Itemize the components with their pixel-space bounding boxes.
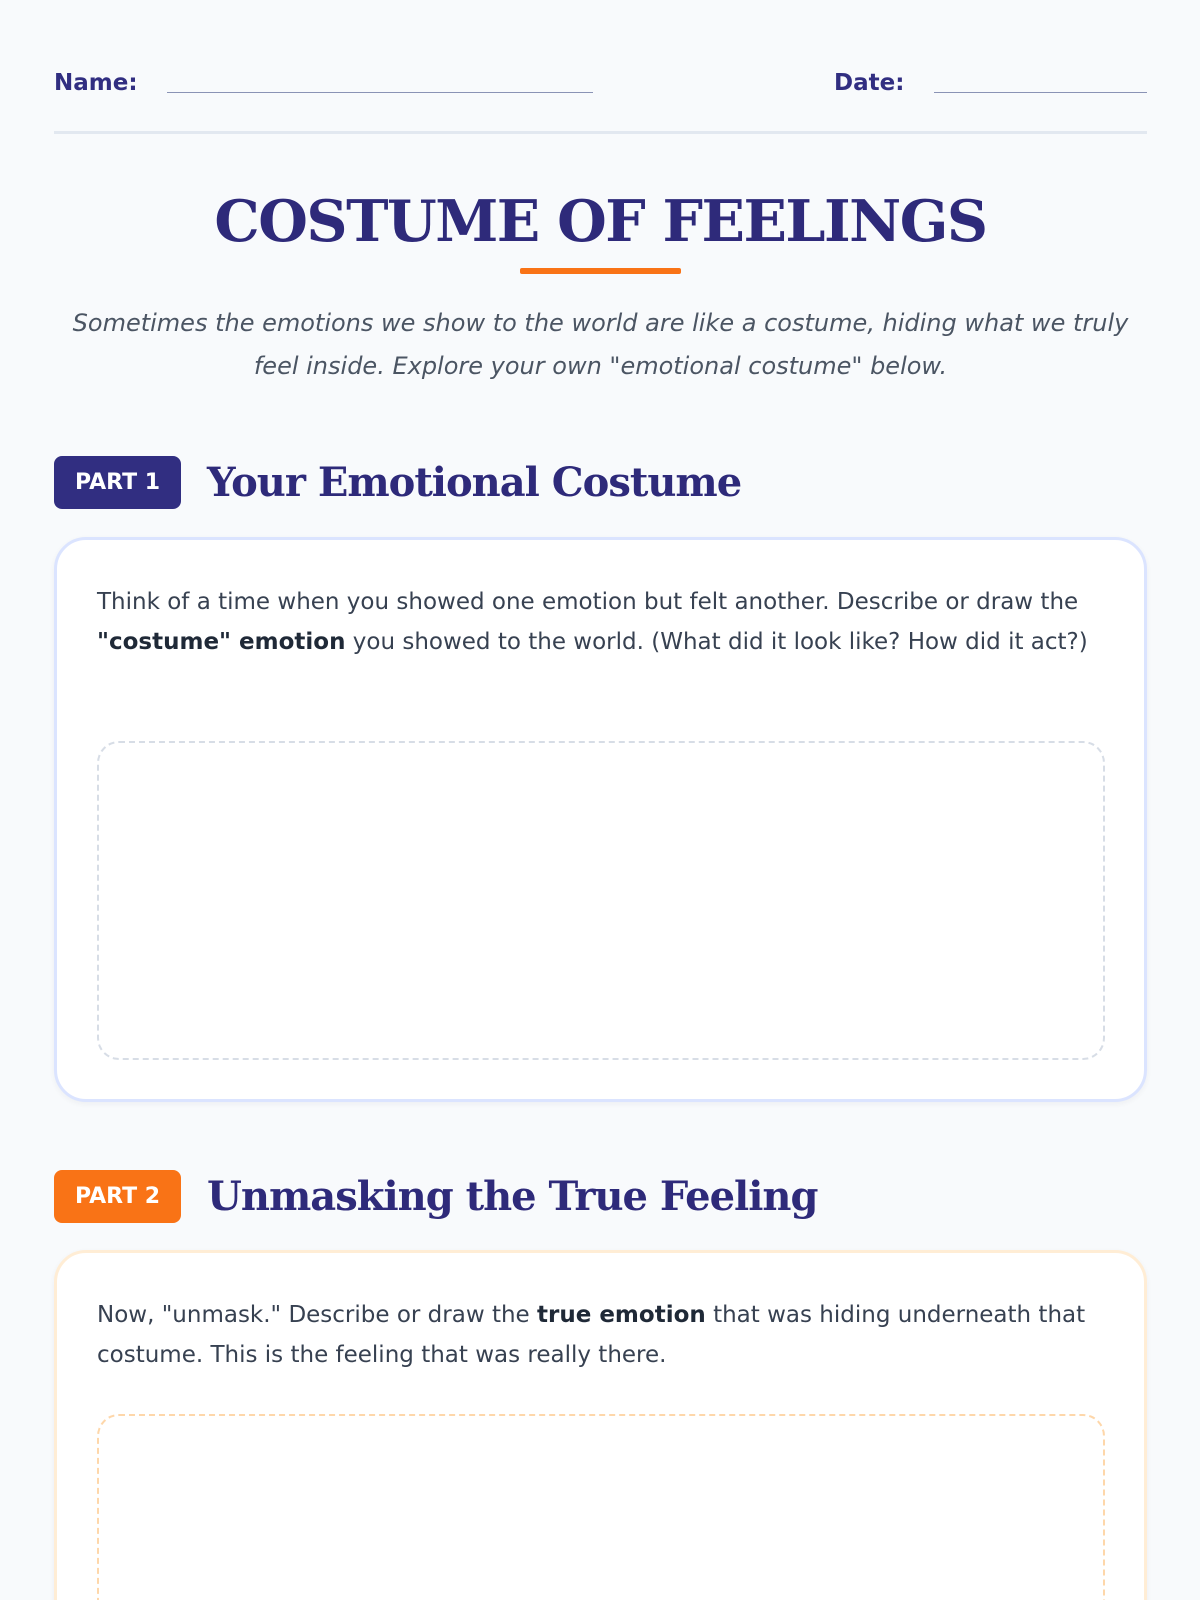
part-1-card (54, 537, 1147, 1102)
part-2-answer-area[interactable] (97, 1414, 1105, 1600)
date-input-line[interactable] (934, 92, 1147, 93)
page-subtitle: Sometimes the emotions we show to the world are like a costume, hiding what we truly feel inside. Explore your own "emotional costume" below. (72, 309, 1129, 380)
part-1-header (54, 456, 1147, 510)
part-2-prompt: Now, "unmask." Describe or draw the true emotion that was hiding underneath that costume. This is the feeling that was really there. (97, 1302, 1086, 1368)
part-1-title: Your Emotional Costume (207, 459, 742, 506)
page-title: COSTUME OF FEELINGS (214, 188, 987, 255)
part-2-card (54, 1250, 1147, 1600)
title-underline (520, 268, 681, 274)
part-1-answer-area[interactable] (97, 741, 1105, 1060)
part-1-prompt: Think of a time when you showed one emotion but felt another. Describe or draw the "costume" emotion you showed to the world. (What did it look like? How did it act?) (97, 589, 1088, 655)
part-2-header (54, 1170, 1147, 1224)
part-2-title: Unmasking the True Feeling (207, 1173, 818, 1220)
part-2-badge: PART 2 (54, 1170, 181, 1223)
date-label: Date: (834, 70, 905, 96)
name-date-row (54, 68, 1147, 98)
name-input-line[interactable] (167, 92, 593, 93)
part-1-prompt-emphasis: "costume" emotion (97, 629, 346, 655)
header-divider (54, 131, 1147, 134)
name-label: Name: (54, 70, 138, 96)
part-1-badge: PART 1 (54, 456, 181, 509)
part-2-prompt-emphasis: true emotion (537, 1302, 706, 1328)
